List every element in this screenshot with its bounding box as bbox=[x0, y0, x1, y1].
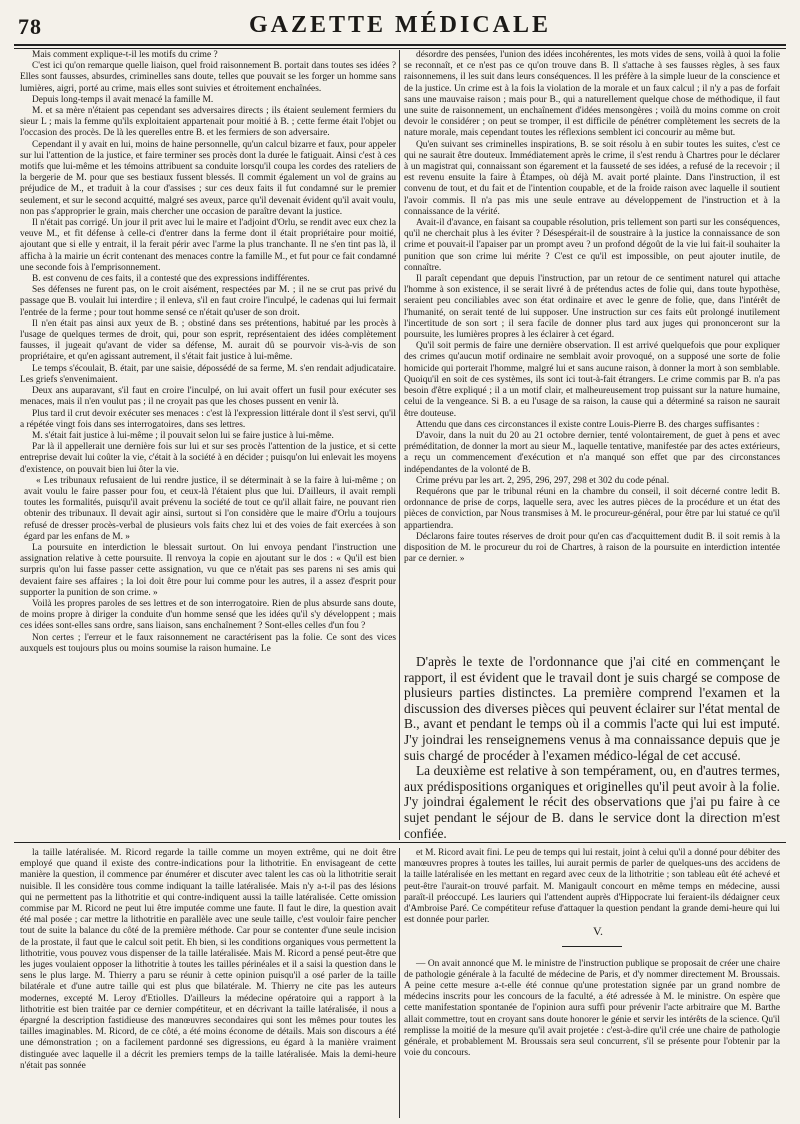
paragraph: B. est convenu de ces faits, il a contesté que des expressions indifférentes. bbox=[32, 274, 310, 285]
paragraph: Il paraît cependant que depuis l'instruction, par un retour de ce sentiment naturel qui attache l'homme à son existence, il se serait livré à de prétendus actes de folie qui, dans toute hypothèse, seraient peu conciliables avec son état ordinaire et avec le genre de folie, que, dans l'intérêt de l'humanité, on serait tenté de lui supposer. Une instruction sur ces faits eût prolongé inutilement l'incertitude de son sort ; il sera facile de donner plus tard aux juges qui prononceront sur la poursuite, les lumières propres à les éclairer à cet égard. bbox=[404, 274, 780, 341]
paragraph: C'est ici qu'on remarque quelle liaison, quel froid raisonnement B. portait dans toutes ses idées ? Elles sont fausses, absurdes, criminelles sans doute, telles que pouvait se les forger un homme sans lumières, aigri, porté au crime, mais elles sont suivies et étroitement enchaînées. bbox=[20, 61, 396, 94]
paragraph: D'après le texte de l'ordonnance que j'ai cité en commençant le rapport, il est évident que le travail dont je suis chargé se compose de plusieurs parties distinctes. La première comprend l'examen et la discussion des diverses pièces qui peuvent éclairer sur l'état mental de B., avant et pendant le temps où il a commis l'acte qui lui est imputé. J'y joindrai les renseignemens venus à ma connaissance depuis que je suis chargé de procéder à l'examen médico-légal de cet accusé. bbox=[404, 654, 780, 763]
paragraph: et M. Ricord avait fini. Le peu de temps qui lui restait, joint à celui qu'il a donné pour débiter des manœuvres propres à toutes les tailles, lui aurait permis de parler de quelques-uns des accidens de la taille latéralisée en les mettant en regard avec ceux de la lithotritie ; son tableau eût été achevé et peut-être l'aurait-on trouvé parfait. M. Manigault concourt en même temps en médecine, aussi paraît-il préoccupé. Les lauriers qui l'attendent auprès d'Hippocrate lui feraient-ils dédaigner ceux d'Ambroise Paré. Ce compétiteur refuse d'attaquer la question pendant la grande demi-heure qui lui est donnée pour parler. bbox=[404, 848, 780, 926]
paragraph: Non certes ; l'erreur et le faux raisonnement ne caractérisent pas la folie. Ce sont des vices auxquels est toujours plus ou moins soumise la raison humaine. Le bbox=[20, 632, 396, 654]
paragraph: M. et sa mère n'étaient pas cependant ses adversaires directs ; ils étaient seulement fermiers du sieur L ; mais la femme qu'ils exploitaient appartenait pour moitié à B. ; cette ferme était l'objet ou l'occasion des procès. De là les querelles entre B. et les fermiers de son adversaire. bbox=[20, 106, 396, 139]
paragraph: Le temps s'écoulait, B. était, par une saisie, dépossédé de sa ferme, M. s'en rendait adjudicataire. Les griefs s'envenimaient. bbox=[20, 363, 396, 385]
paragraph: La poursuite en interdiction le blessait surtout. On lui envoya pendant l'instruction une assignation relative à cette poursuite. Il renvoya la copie en ajoutant sur le dos : « Qu'il est bien surpris qu'on lui fasse passer cette assignation, vu que ce n'était pas ses parens ni ses amis qui devaient faire ses affaires ; la loi doit être pour lui comme pour les autres, il a assez d'esprit pour supporter la punition de son crime. » bbox=[20, 542, 396, 598]
header-rule bbox=[14, 44, 786, 49]
section-rule bbox=[14, 842, 786, 843]
paragraph: désordre des pensées, l'union des idées incohérentes, les mots vides de sens, voilà à quoi la folie se reconnaît, et ce n'est pas ce qu'on trouve dans B. Il s'attache à ses fausses règles, à ses faux raisonnemens, il les suit dans leurs conséquences. Il les préfère à la simple lueur de la conscience et de la justice. Un crime est à la fois la violation de la morale et un faux calcul ; il n'y a pas de forfait sans une mauvaise raison ; mais pour B., qui a naturellement quelque chose de méthodique, il faut une suite de raisonnement, un enchaînement d'idées mensongères ; voilà du moins comme on croit devoir le considérer ; on peut se tromper, il est difficile de pénétrer complètement les secrets de la nature morale, mais cependant toutes les réflexions semblent ici concourir au même but. bbox=[404, 50, 780, 139]
paragraph: Par là il appellerait une dernière fois sur lui et sur ses procès l'attention de la justice, et si cette entreprise devait lui coûter la vie, c'était à la société à en décider ; puisqu'on lui enlevait les moyens d'existence, on pouvait bien lui ôter la vie. bbox=[20, 442, 396, 475]
paragraph: Il n'en était pas ainsi aux yeux de B. ; obstiné dans ses prétentions, habitué par les procès à l'usage de quelques termes de droit, qui, pour son esprit, représentaient des idées complètement fausses, il jugeait qu'avant de vider sa défense, M. aurait dû se pourvoir vis-à-vis de son propriétaire, et qu'en agissant autrement, il s'était fait justice à lui-même. bbox=[20, 318, 396, 363]
paragraph: Deux ans auparavant, s'il faut en croire l'inculpé, on lui avait offert un fusil pour exécuter ses menaces, mais il n'en voulut pas ; il ne croyait pas que les choses pussent en venir là. bbox=[20, 386, 396, 408]
paragraph: Mais comment explique-t-il les motifs du crime ? bbox=[32, 50, 218, 60]
column-left-top bbox=[20, 50, 396, 840]
separator-rule bbox=[562, 946, 622, 947]
paragraph: la taille latéralisée. M. Ricord regarde la taille comme un moyen extrême, qui ne doit être employé que quand il existe des contre-indications pour la lithotritie. En envisageant de cette manière la question, il commence par énumérer et discuter avec talent les cas où la lithotritie serait nuisible. Il les considère tous comme indiquant la taille latéralisée. Mais n'y a-t-il pas des lésions qui ne permettent pas la lithotritie et qui contre-indiquent aussi la taille latéralisée. Cette omission commise par M. Ricord ne peut lui être imputée comme une faute. Il faut le dire, la question avait été mal posée ; car mettre la lithotritie en parallèle avec une seule taille, c'est vouloir faire pencher tout de suite la balance du côté de la première méthode. Car pour se contenter d'une seule incision de la prostate, il faut que le calcul soit petit. Eh bien, si les conditions organiques vous permettent la lithotritie, vous pouvez vous dispenser de la taille latéralisée. Mais M. Ricord a pensé peut-être que les juges voulaient opposer la lithotritie à toutes les tailles périnéales et il a saisi la question dans le sens le plus large. M. Thierry a paru se réunir à cette opinion puisqu'il a osé parler de la taille bilatérale et d'une autre taille qui est plus que bilatérale. M. Thierry ne cite pas les auteurs modernes, excepté M. Leroy d'Etiolles. D'ailleurs la médecine opératoire qui a rapport à la lithotritie est bien traitée par ce dernier compétiteur, et en décrivant la taille latéralisée, il nous a épargné la description fastidieuse des manœuvres secondaires qui sont les mêmes pour toutes les tailles imaginables. M. Ricord, de ce côté, a été moins économe de détails. Mais son discours a été une démonstration ; on a facilement pardonné ses digressions, eu égard à la manière vraiment distinguée avec laquelle il a décrit les premiers temps de la taille latéralisée. Mais la demi-heure n'était pas sonnée bbox=[20, 848, 396, 1071]
column-divider bbox=[399, 50, 400, 840]
paragraph: Qu'en suivant ses criminelles inspirations, B. se soit résolu à en subir toutes les suites, c'est ce qui ne saurait être douteux. Immédiatement après le crime, il s'est rendu à Chartres pour le déclarer à un magistrat qui, connaissant son égarement et la fausseté de ses idées, a refusé de la recevoir ; il est revenu ensuite la faire à Étampes, où déjà M. avait porté plainte. Dans l'instruction, il est convenu de tout, et du fait et de l'intention coupable, et de la froide raison avec laquelle il soutient l'avoir commis. Il n'a pas mis une seule entrave au développement de l'instruction et à la connaissance de la vérité. bbox=[404, 139, 780, 217]
page-header bbox=[14, 8, 786, 42]
paragraph: Crime prévu par les art. 2, 295, 296, 297, 298 et 302 du code pénal. bbox=[416, 475, 670, 486]
paragraph: Qu'il soit permis de faire une dernière observation. Il est arrivé quelquefois que pour expliquer des crimes qu'aucun motif ordinaire ne semblait avoir provoqué, on a supposé une sorte de folie homicide qui porterait l'homme, malgré lui et sans aucune raison, à donner la mort à son semblable. Quoiqu'il en soit de ces systèmes, ils sont ici tout-à-fait étrangers. Le crime commis par B. n'a pas besoin d'être expliqué ; il a un motif clair, et malheureusement trop puissant sur la nature humaine, celui de la vengeance. Si B. a eu l'usage de sa raison, la cause qui a déterminé sa raison ne saurait être douteuse. bbox=[404, 341, 780, 419]
paragraph: Attendu que dans ces circonstances il existe contre Louis-Pierre B. des charges suffisantes : bbox=[416, 419, 760, 430]
column-right-bottom bbox=[404, 848, 780, 1118]
paragraph: Depuis long-temps il avait menacé la famille M. bbox=[32, 94, 214, 105]
paragraph: La deuxième est relative à son tempérament, ou, en d'autres termes, aux prédispositions organiques et originelles qu'il peut avoir à la folie. J'y joindrai également le récit des observations que j'ai pu faire à ce sujet pendant le séjour de B. dans le service dont la direction m'est confiée. bbox=[404, 763, 780, 840]
paragraph: Déclarons faire toutes réserves de droit pour qu'en cas d'acquittement dudit B. il soit remis à la disposition de M. le procureur du roi de Chartres, à raison de la poursuite en interdiction intentée par ce dernier. » bbox=[404, 531, 780, 565]
author-signature: V. bbox=[592, 924, 604, 939]
paragraph: « Les tribunaux refusaient de lui rendre justice, il se déterminait à se la faire à lui-même ; on avait voulu le faire passer pour fou, et ceux-là l'étaient plus que lui. D'ailleurs, il avait rempli toutes les formalités, puisqu'il avait prévenu la société de tout ce qu'il allait faire, ne pouvant rien obtenir des tribunaux. Il devait agir ainsi, surtout si l'on considère que le maire d'Orlu a toujours refusé de dresser procès-verbal de plusieurs vols faits chez lui et des voies de fait exercées à son égard par les enfans de M. » bbox=[24, 475, 396, 542]
column-left-bottom bbox=[20, 848, 396, 1118]
paragraph: Cependant il y avait en lui, moins de haine personnelle, qu'un calcul bizarre et faux, pour appeler sur lui l'attention de la justice, et faire terminer ses procès dont la durée le fatiguait. Ainsi c'est à ces motifs que lui-même et les témoins attribuent sa conduite lorsqu'il coupa les cordes des rateliers de la bergerie de M. pour que ses bestiaux fussent blessés. Il commit également un vol de grains au préjudice de M., et traduit à la cour d'assises ; sur ces deux faits il fut condamné sur le premier seulement, et sur le second acquitté, malgré ses aveux, parce qu'il devenait évident qu'il avait voulu, non pas s'approprier le grain, mais chercher une occasion de paraître devant la justice. bbox=[20, 139, 396, 217]
column-divider-bottom bbox=[399, 848, 400, 1118]
page-number: 78 bbox=[18, 14, 42, 39]
column-right-top bbox=[404, 50, 780, 650]
paragraph: Voilà les propres paroles de ses lettres et de son interrogatoire. Rien de plus absurde sans doute, de moins propre à diriger la conduite d'un homme sensé que les idées qu'il s'y développent ; mais ces idées sont-elles sans ordre, sans liaison, sans enchaînement ? Sont-elles celles d'un fou ? bbox=[20, 598, 396, 632]
paragraph: Il n'était pas corrigé. Un jour il prit avec lui le maire et l'adjoint d'Orlu, se rendit avec eux chez la veuve M., et fit défense à celle-ci d'entrer dans la ferme dont il était propriétaire pour moitié, ajoutant que si elle y entrait, il la ferait périr avec l'arme la plus tranchante. Il ne s'en tint pas là, il afficha à la mairie un écrit contenant des menaces contre la famille M., et fut pour ce fait condamné une seconde fois à l'emprisonnement. bbox=[20, 218, 396, 273]
paragraph: Avait-il d'avance, en faisant sa coupable résolution, pris tellement son parti sur les conséquences, qu'il ne cherchait plus à les éviter ? Désespérait-il de soustraire à la justice la connaissance de son crime et pouvait-il l'apaiser par un prompt aveu ? un profond dégoût de la vie lui fait-il souhaiter la punition que son crime lui mérite ? C'est ce qu'il est impossible, on peut ajouter inutile, de connaître. bbox=[404, 218, 780, 273]
paragraph: — On avait annoncé que M. le ministre de l'instruction publique se proposait de créer une chaire de pathologie générale à la faculté de médecine de Paris, et d'y nommer directement M. Broussais. A peine cette mesure a-t-elle été connue qu'une protestation signée par un grand nombre de médecins inscrits pour les concours de la faculté, a été adressée à M. le ministre. On espère que cette manifestation spontanée de l'opinion aura suffi pour prévenir l'acte arbitraire que M. Barthe allait commettre, tout en croyant sans doute honorer le génie et servir les intérêts de la science. Qu'il remplisse la moitié de la mesure qu'il avait projetée : c'est-à-dire qu'il crée une chaire de pathologie générale, et probablement M. Broussais sera seul concurrent, s'il se présente pour l'obtenir par la voie du concours. bbox=[404, 958, 780, 1059]
paragraph: Requérons que par le tribunal réuni en la chambre du conseil, il soit décerné contre ledit B. ordonnance de prise de corps, laquelle sera, avec les autres pièces de la procédure et un état des pièces de conviction, par Nous transmises à M. le procureur-général, pour être par lui statué ce qu'il appartiendra. bbox=[404, 486, 780, 531]
paragraph: Plus tard il crut devoir exécuter ses menaces : c'est là l'expression littérale dont il s'est servi, qu'il a répétée vingt fois dans ses interrogatoires, dans ses lettres. bbox=[20, 408, 396, 430]
paragraph: Ses défenses ne furent pas, on le croit aisément, respectées par M. ; il ne se crut pas privé du passage que B. voulait lui interdire ; il enleva, s'il en faut croire l'inculpé, le cadenas qui lui fermait l'entrée de la ferme ; pour tout homme sensé ce n'était qu'user de son droit. bbox=[20, 285, 396, 318]
column-right-report bbox=[404, 654, 780, 840]
paragraph: D'avoir, dans la nuit du 20 au 21 octobre dernier, tenté volontairement, de guet à pens et avec préméditation, de donner la mort au sieur M., laquelle tentative, manifestée par des actes extérieurs, a reçu un commencement d'exécution et n'a manqué son effet que par des circonstances indépendantes de la volonté de B. bbox=[404, 430, 780, 475]
paragraph: M. s'était fait justice à lui-même ; il pouvait selon lui se faire justice à lui-même. bbox=[32, 430, 334, 441]
page-title: GAZETTE MÉDICALE bbox=[248, 12, 552, 38]
